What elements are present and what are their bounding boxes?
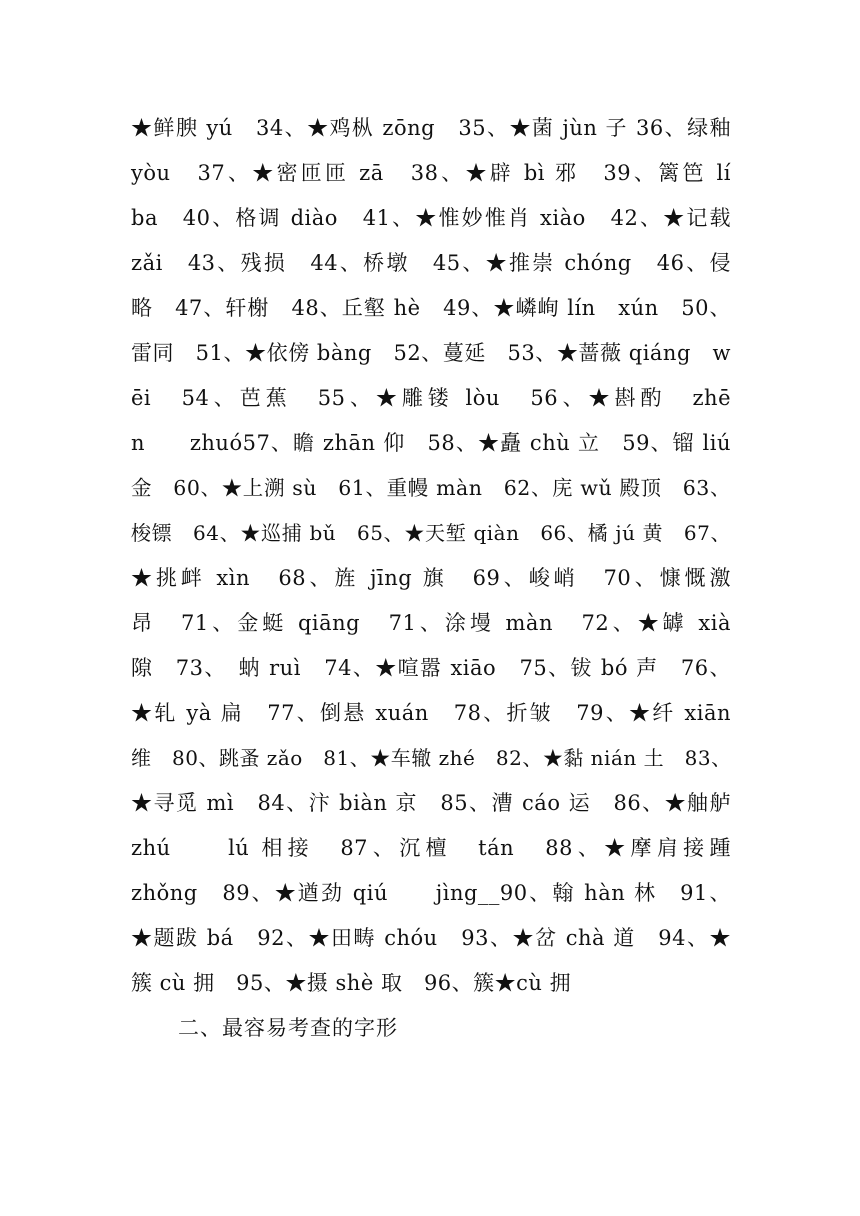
section-heading: 二、最容易考查的字形 [178, 1016, 398, 1040]
text-line-10: 梭镖 64、★巡捕 bǔ 65、★天堑 qiàn 66、橘 jú 黄 67、 [131, 521, 731, 545]
text-line-7: ēi 54、芭蕉 55、★雕镂 lòu 56、★斟酌 zhē [131, 386, 731, 410]
text-line-12: 昂 71、金蜓 qiāng 71、涂墁 màn 72、★罅 xià [131, 611, 731, 635]
text-line-11: ★挑衅 xìn 68、旌 jīng 旗 69、峻峭 70、慷慨激 [131, 566, 731, 590]
text-line-14: ★轧 yà 扁 77、倒悬 xuán 78、折皱 79、★纤 xiān [131, 701, 731, 725]
text-line-19: ★题跋 bá 92、★田畴 chóu 93、★岔 chà 道 94、★ [131, 926, 731, 950]
text-line-15: 维 80、跳蚤 zǎo 81、★车辙 zhé 82、★黏 nián 土 83、 [131, 746, 732, 770]
text-line-13: 隙 73、 蚋 ruì 74、★喧嚣 xiāo 75、钹 bó 声 76、 [131, 656, 731, 680]
text-line-9: 金 60、★上溯 sù 61、重幔 màn 62、庑 wǔ 殿顶 63、 [131, 476, 731, 500]
text-line-1: ★鲜腴 yú 34、★鸡枞 zōng 35、★菌 jùn 子 36、绿釉 [131, 116, 731, 140]
text-line-2: yòu 37、★密匝匝 zā 38、★辟 bì 邪 39、篱笆 lí [131, 161, 731, 185]
text-line-18: zhǒng 89、★遒劲 qiú jìng__90、翰 hàn 林 91、 [131, 881, 731, 905]
text-line-3: ba 40、格调 diào 41、★惟妙惟肖 xiào 42、★记载 [131, 206, 731, 230]
text-line-5: 略 47、轩榭 48、丘壑 hè 49、★嶙峋 lín xún 50、 [131, 296, 731, 320]
text-line-8: n zhuó57、瞻 zhān 仰 58、★矗 chù 立 59、镏 liú [131, 431, 731, 455]
text-line-6: 雷同 51、★依傍 bàng 52、蔓延 53、★蔷薇 qiáng w [131, 341, 731, 365]
text-line-20: 簇 cù 拥 95、★摄 shè 取 96、簇★cù 拥 [131, 971, 572, 995]
text-line-17: zhú lú 相接 87、沉檀 tán 88、★摩肩接踵 [131, 836, 731, 860]
text-line-4: zǎi 43、残损 44、桥墩 45、★推崇 chóng 46、侵 [131, 251, 731, 275]
text-line-16: ★寻觅 mì 84、汴 biàn 京 85、漕 cáo 运 86、★舳舻 [131, 791, 731, 815]
